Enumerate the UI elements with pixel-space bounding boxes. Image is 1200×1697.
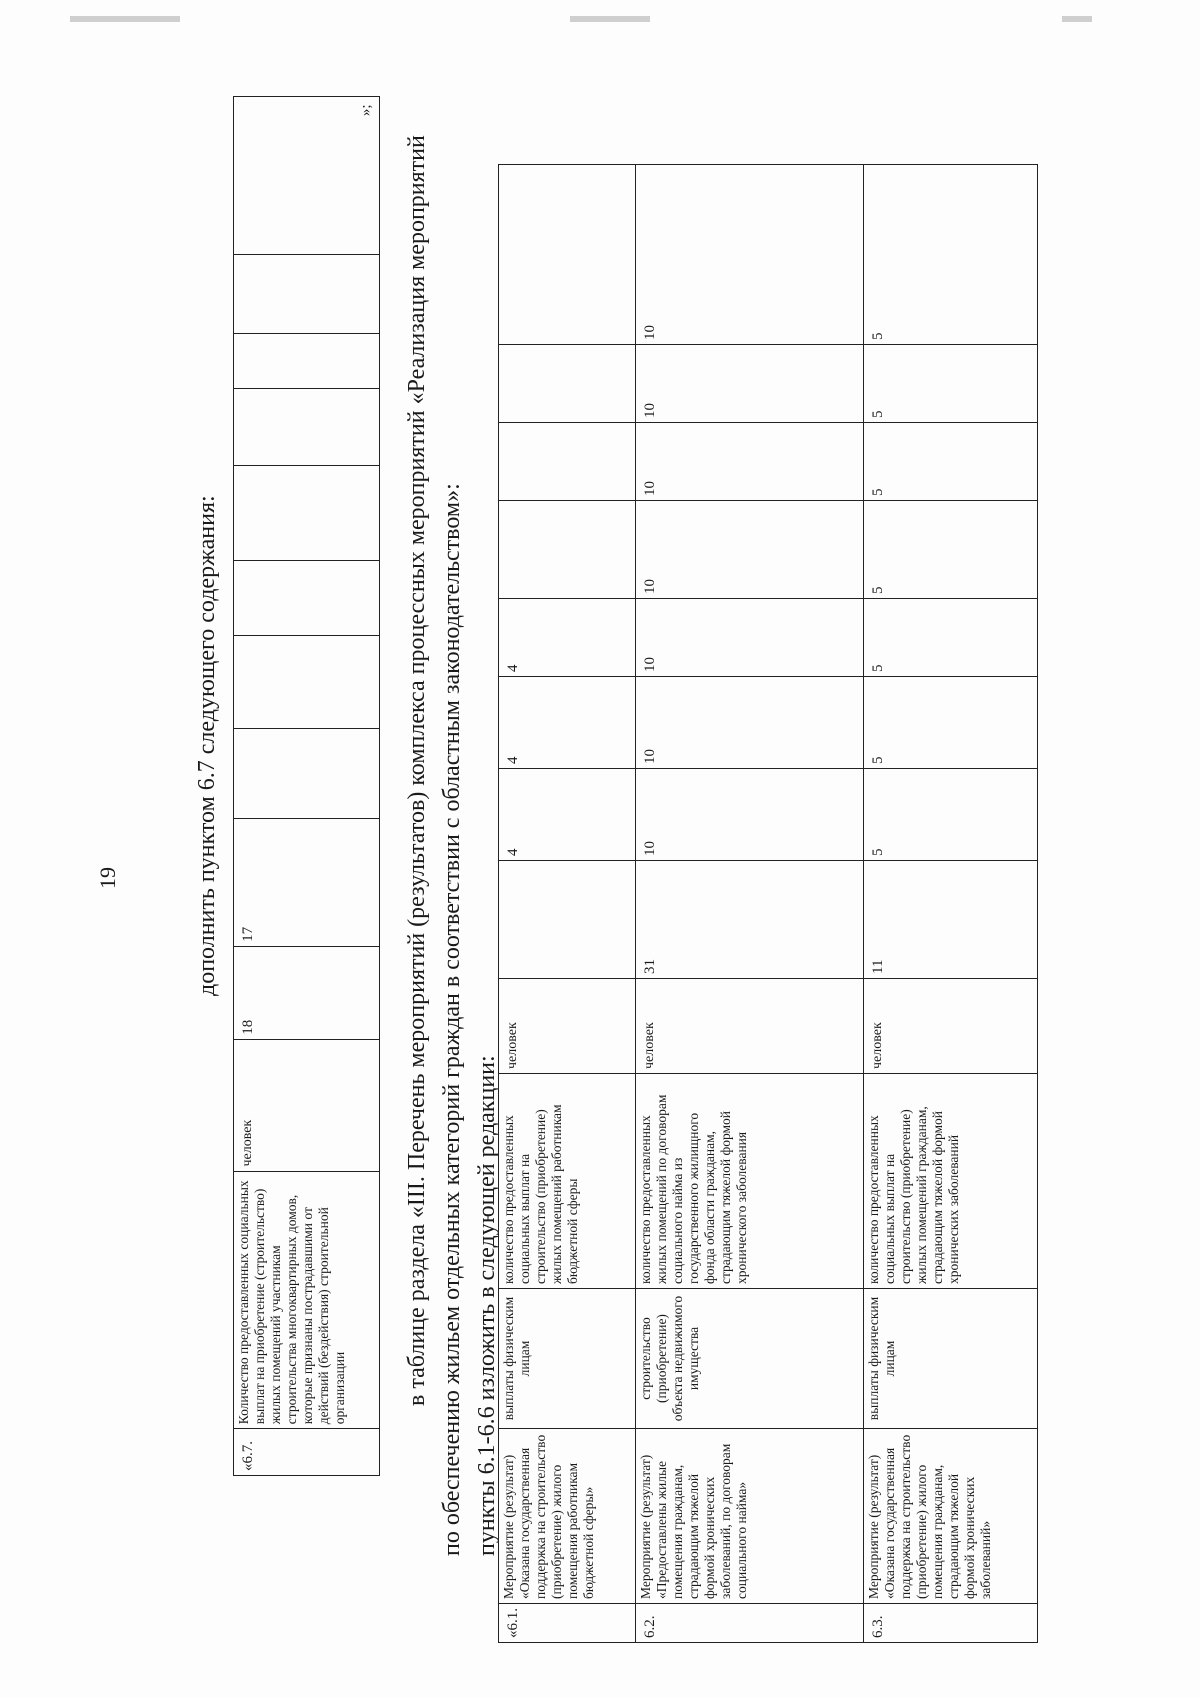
year-value: 5 <box>864 677 1038 769</box>
year-value: 5 <box>864 769 1038 861</box>
year-value: 10 <box>636 599 864 677</box>
paragraph-line: пункты 6.1-6.6 изложить в следующей редакции: <box>474 1055 500 1556</box>
indicator-name: количество предоставленных социальных выплат на строительство (приобретение) жилых помещений гражданам, страдающим тяжелой формой хронических заболеваний <box>864 1074 1038 1289</box>
unit: человек <box>864 979 1038 1074</box>
year-value <box>499 501 636 599</box>
event-type: выплаты физическим лицам <box>864 1289 1038 1429</box>
rotated-page-content <box>0 96 1100 1696</box>
intro-text: дополнить пунктом 6.7 следующего содержания: <box>194 495 220 996</box>
closing-quote: »; <box>357 104 374 117</box>
unit: человек <box>499 979 636 1074</box>
year-value: 5 <box>864 165 1038 345</box>
addition-table <box>233 96 380 1476</box>
event-name: Мероприятие (результат) «Оказана государственная поддержка на строительство (приобретение) жилого помещения гражданам, страдающим тяжелой формой хронических заболеваний» <box>864 1429 1038 1604</box>
year-value: 4 <box>499 769 636 861</box>
paragraph-line: в таблице раздела «III. Перечень мероприятий (результатов) комплекса процессных мероприятий «Реализация мероприятий <box>404 135 430 1406</box>
year-value <box>499 165 636 345</box>
year-value: 10 <box>636 677 864 769</box>
table-cell <box>234 254 380 333</box>
page-number: 19 <box>95 867 120 889</box>
year-value: 4 <box>499 599 636 677</box>
measures-table <box>498 164 1038 1643</box>
table-row <box>864 165 1038 1643</box>
year-value: 10 <box>636 769 864 861</box>
base-value: 31 <box>636 861 864 979</box>
paragraph-line: по обеспечению жильем отдельных категорий граждан в соответствии с областным законодательством»: <box>439 483 465 1556</box>
row-number: «6.1. <box>499 1604 636 1643</box>
row-code: 18 <box>234 946 380 1039</box>
base-value <box>499 861 636 979</box>
event-name: Мероприятие (результат) «Оказана государственная поддержка на строительство (приобретение) жилого помещения работникам бюджетной сферы» <box>499 1429 636 1604</box>
year-value: 10 <box>636 501 864 599</box>
instruction-paragraph <box>400 116 505 1556</box>
scan-speck <box>70 16 180 22</box>
base-value: 11 <box>864 861 1038 979</box>
row-number: 6.2. <box>636 1604 864 1643</box>
row-name: Количество предоставленных социальных выплат на приобретение (строительство) жилых помещений участникам строительства многоквартирных домов, которые признаны пострадавшими от действий (бездействия) строительной организации <box>234 1171 380 1429</box>
scan-speck <box>570 16 650 22</box>
year-value: 10 <box>636 423 864 501</box>
row-base: 17 <box>234 818 380 946</box>
year-value: 5 <box>864 501 1038 599</box>
scan-speck <box>1062 16 1092 22</box>
table-cell <box>234 635 380 729</box>
table-row <box>636 165 864 1643</box>
table-cell <box>234 389 380 466</box>
year-value <box>499 423 636 501</box>
row-number: 6.3. <box>864 1604 1038 1643</box>
row-unit: человек <box>234 1039 380 1171</box>
table-cell <box>234 560 380 635</box>
indicator-name: количество предоставленных жилых помещений по договорам социального найма из государственного жилищного фонда области гражданам, страдающим тяжелой формой хронического заболевания <box>636 1074 864 1289</box>
unit: человек <box>636 979 864 1074</box>
year-value: 10 <box>636 345 864 423</box>
indicator-name: количество предоставленных социальных выплат на строительство (приобретение) жилых помещений работникам бюджетной сферы <box>499 1074 636 1289</box>
year-value: 5 <box>864 599 1038 677</box>
year-value: 10 <box>636 165 864 345</box>
table-row <box>499 165 636 1643</box>
event-type: строительство (приобретение) объекта недвижимого имущества <box>636 1289 864 1429</box>
table-row <box>234 97 380 1476</box>
row-number: «6.7. <box>234 1429 380 1476</box>
table-cell <box>234 97 380 255</box>
table-cell <box>234 333 380 389</box>
year-value: 5 <box>864 345 1038 423</box>
event-type: выплаты физическим лицам <box>499 1289 636 1429</box>
event-name: Мероприятие (результат) «Предоставлены жилые помещения гражданам, страдающим тяжелой формой хронических заболеваний, по договорам социального найма» <box>636 1429 864 1604</box>
year-value: 5 <box>864 423 1038 501</box>
year-value <box>499 345 636 423</box>
table-cell <box>234 729 380 819</box>
year-value: 4 <box>499 677 636 769</box>
table-cell <box>234 466 380 560</box>
